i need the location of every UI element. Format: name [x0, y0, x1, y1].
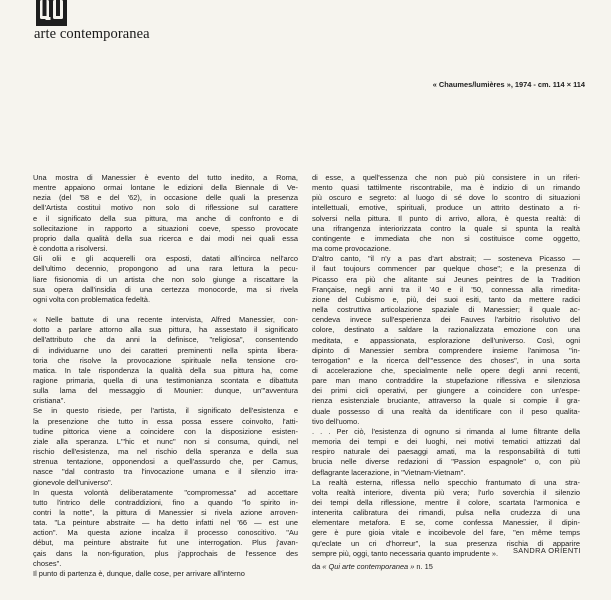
paragraph	[312, 427, 580, 478]
text-line: contingente e immediata che non si costituisce come oggetto,	[312, 233, 580, 243]
text-line: la presenzione che tutto in essa possa essere coinvolto, l'atti-	[33, 416, 298, 426]
source-prefix: da	[312, 562, 321, 571]
text-line: nezia (del '58 e del '62), in occasione delle quali la presenza	[33, 193, 298, 203]
text-line: sollecitazione in rapporto a situazioni coeve, spesso provocate	[33, 223, 298, 233]
paragraph	[33, 315, 298, 406]
text-line: çais dans la non-figuration, plus j'approchais de l'essence des	[33, 548, 298, 558]
text-line: sulla lama del messaggio di Mounier: dunque, un'"avventura	[33, 386, 298, 396]
source-suffix: n. 15	[416, 562, 433, 571]
paragraph	[33, 488, 298, 569]
text-line: ragione primaria, quella di una testimonianza scontata e dibattuta	[33, 375, 298, 385]
article-right-column	[312, 173, 580, 559]
text-line: meditata, e appassionata, esplorazione dell'universo. Così, ogni	[312, 335, 580, 345]
text-line: volta realtà interiore, diventa più vera; l'urlo soverchia il silenzio	[312, 487, 580, 497]
text-line: mentre appaiono ormai lontane le edizioni della Biennale di Ve-	[33, 183, 298, 193]
text-line: memoria dei tempi e dei luoghi, nei motivi tematici attizzati dal	[312, 437, 580, 447]
text-line: cendeva invece sull'esperienza dei Fauves l'arbitrio risolutivo del	[312, 315, 580, 325]
text-line: solversi nella pittura. Il punto di arrivo, allora, è questa realtà: di	[312, 213, 580, 223]
text-line: gere è pure gioia vitale e incoibevole del fare, "en même temps	[312, 528, 580, 538]
text-line: tudine pittorica viene a coincidere con la disposizione esisten-	[33, 426, 298, 436]
text-line: mento quasi tattilmente riscontrabile, ma è indizio di un rimando	[312, 183, 580, 193]
text-line: cristiana".	[33, 396, 66, 406]
text-line: dei primi cicli operativi, per giungere a coincidere con un'espe-	[312, 386, 580, 396]
text-line: contri la notte", la pittura di Manessier si rivela azione arroven-	[33, 508, 298, 517]
text-line: Française, negli anni tra il '40 e il '50, connessa alla rimedita-	[312, 284, 580, 294]
text-line: toria che risolve la provocazione spirituale nella tensione cro-	[33, 355, 298, 365]
text-line: nella costruttiva articolazione spaziale di Manessier; il quale ac-	[312, 305, 580, 315]
text-line: Una mostra di Manessier è evento del tutto inedito, a Roma,	[33, 173, 298, 182]
text-line: elementare metafora. E se, come confessa Manessier, il dipin-	[312, 518, 580, 528]
text-line: nasce "dal contrasto tra l'invocazione umana e il silenzio irra-	[33, 467, 298, 477]
text-line: duale possesso di una realtà da identificare con il peso qualita-	[312, 406, 580, 416]
masthead-title: arte contemporanea	[34, 26, 150, 42]
text-line: intellettuali, emotive, spirituali, produce un attrito destinato a ri-	[312, 203, 580, 213]
paragraph	[33, 254, 298, 305]
text-line: Gli olii e gli acquerelli ora esposti, datati all'incirca nell'arco	[33, 254, 298, 264]
text-line: terrogation" e la ricerca dell'"essence des choses", in una sorta	[312, 355, 580, 365]
text-line: sempre più, oggi, tanto necessaria quanto imprudente ».	[312, 548, 499, 558]
text-line: di accelerazione che, specialmente nelle opere degli anni recenti,	[312, 365, 580, 375]
text-line: qu'eclate un cri d'horreur", la sua presenza rischia di apparire	[312, 538, 580, 548]
paragraph-spacer	[33, 305, 298, 315]
text-line: tivo dell'uomo.	[312, 416, 360, 426]
text-line: gionevole dell'universo".	[33, 477, 113, 487]
text-line: colore, destinato a saldare la razionalizzata emozione con una	[312, 325, 580, 335]
source-credit	[312, 562, 433, 571]
paragraph	[312, 173, 580, 254]
text-line: e il significato della sua pittura, ma anche di confronto e di	[33, 213, 298, 223]
text-line: tata. "La peinture abstraite — ha detto infatti nel '66 — est une	[33, 518, 298, 528]
qu-logo-icon	[36, 0, 67, 26]
text-line: il faut toujours commencer par quelque chose"; e la presenza di	[312, 264, 580, 274]
text-line: « Nelle battute di una recente intervista, Alfred Manessier, con-	[33, 315, 298, 325]
text-line: una rifrangenza interiorizzata contro la quale si spunta la realtà	[312, 223, 580, 233]
text-line: choses".	[33, 558, 62, 568]
text-line: respiro naturale dei paesaggi amati, ma la responsabilità di tutti	[312, 447, 580, 457]
text-line: dipinto di Manessier sembra comprendere insieme l'animosa "in-	[312, 345, 580, 355]
text-line: liare fisionomia di un artista che non solo giunge a riscattare la	[33, 274, 298, 284]
text-line: D'altro canto, "il n'y a pas d'art abstrait; — sosteneva Picasso —	[312, 254, 580, 264]
text-line: action". Ma questa azione incalza il processo conoscitivo. "Au	[33, 528, 298, 538]
text-line: dell'attributo che da anni la definisce, "religiosa", consentendo	[33, 335, 298, 345]
paragraph	[33, 406, 298, 487]
text-line: dotto a parlare attorno alla sua pittura, ha assestato il significato	[33, 325, 298, 335]
text-line: ogni volta con problematica fedeltà.	[33, 294, 151, 304]
text-line: ziale alla speranza. L'"hic et nunc" non si consuma, quindi, nel	[33, 436, 298, 446]
paragraph	[33, 569, 298, 579]
text-line: intenerita calibratura dei rimandi, pulsa nella crudezza di una	[312, 508, 580, 518]
paragraph	[312, 254, 580, 427]
text-line: pare man mano contraddire la stupefazione riflessiva e silenziosa	[312, 376, 580, 386]
text-line: Il punto di partenza è, dunque, dalle cose, per arrivare all'interno	[33, 568, 245, 578]
text-line: La realtà esterna, riflessa nello specchio frantumato di una stra-	[312, 477, 580, 487]
text-line: début, ma peinture abstraite fut une interrogation. Plus j'avan-	[33, 538, 298, 548]
text-line: ma come provocazione.	[312, 244, 391, 254]
text-line: matica. In tale rispondenza la qualità della sua pittura ha, come	[33, 365, 298, 375]
source-title: « Qui arte contemporanea »	[322, 562, 415, 571]
author-signature: SANDRA ORIENTI	[512, 546, 581, 555]
text-line: sua opera dall'insidia di una certezza monocorde, ma si rivela	[33, 284, 298, 294]
text-line: dell'Artista costituì motivo non solo di riflessione sul carattere	[33, 203, 298, 213]
text-line: rienza esistenziale bruciante, attraverso la quale si compie il gra-	[312, 396, 580, 406]
paragraph	[33, 173, 298, 254]
text-line: . . . Per ciò, l'esistenza di ognuno si rimanda al lume filtrante della	[312, 426, 580, 436]
text-line: Se in questo risiede, per l'artista, il significato dell'esistenza e	[33, 406, 298, 416]
text-line: In questa volontà deliberatamente "compromessa" ad accettare	[33, 487, 298, 497]
text-line: dell'ultimo decennio, propongono ad una rara lettura la pecu-	[33, 264, 298, 274]
artwork-caption: « Chaumes/lumières », 1974 - cm. 114 × 114	[432, 80, 585, 89]
text-line: più oscuro e segreto: al luogo di sé dove lo scontro di situazioni	[312, 193, 580, 203]
text-line: di individuarne uno dei caratteri preminenti nella spinta libera-	[33, 345, 298, 355]
text-line: brucia nelle diverse redazioni di "Passion espagnole" o, con più	[312, 457, 580, 467]
text-line: strenua tentazione, opponendosi a quell'assurdo che, per Camus,	[33, 457, 298, 467]
text-line: deflagrante lacerazione, in "Vietnam-Vietnam".	[312, 467, 466, 477]
text-line: proprio dalla qualità della sua ricerca e dai modi nei quali essa	[33, 233, 298, 243]
text-line: tutto l'intrico delle contraddizioni, fino a quando "lo spirito in-	[33, 497, 298, 507]
text-line: di esse, a quell'essenza che non può più consistere in un riferi-	[312, 173, 580, 182]
text-line: rischio dell'esistenza, ma nel rischio della speranza e della sua	[33, 447, 298, 457]
text-line: è condotta a risolversi.	[33, 244, 108, 254]
article-left-column	[33, 173, 298, 579]
text-line: dei tempi della riflessione, mentre il colore, scartata l'armonica e	[312, 498, 580, 507]
text-line: Picasso era più che alitante sui Jeunes peintres de la Tradition	[312, 274, 580, 284]
text-line: zione del Cubismo e, più, dei suoi esiti, tanto da mettere radici	[312, 294, 580, 304]
